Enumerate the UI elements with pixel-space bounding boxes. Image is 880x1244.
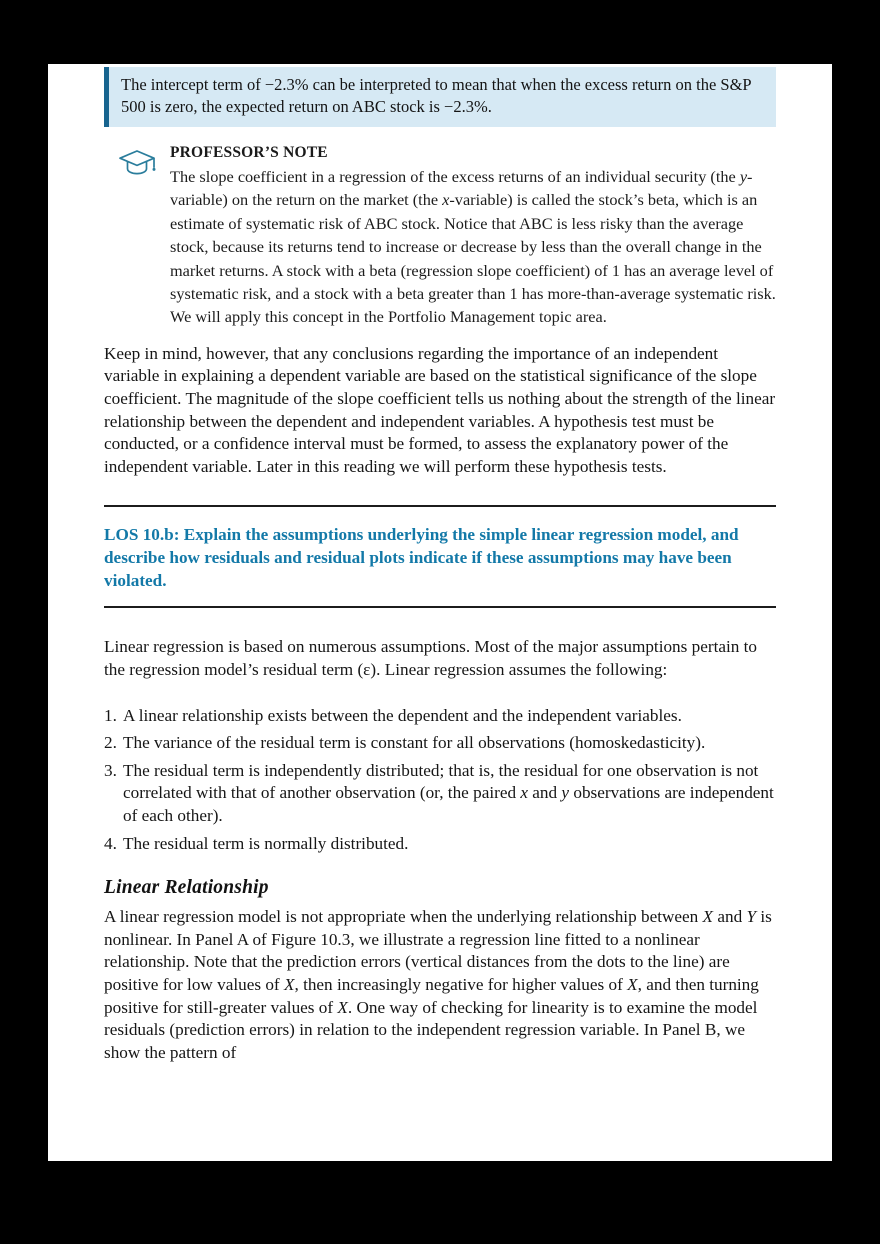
assumption-item-4: The residual term is normally distributed. bbox=[123, 833, 409, 853]
assumption-item-3: The residual term is independently distributed; that is, the residual for one observation is not correlated with that of another observation (or, the paired x and y observations are independent of each other). bbox=[123, 760, 774, 825]
graduation-cap-icon bbox=[104, 144, 170, 329]
document-page bbox=[48, 64, 832, 1161]
intercept-callout-box bbox=[104, 67, 776, 127]
professors-note-body bbox=[170, 144, 776, 329]
callout-text: The intercept term of −2.3% can be interpreted to mean that when the excess return on the S&P 500 is zero, the expected return on ABC stock is −2.3%. bbox=[121, 75, 751, 116]
paragraph-keep-in-mind: Keep in mind, however, that any conclusions regarding the importance of an independent variable in explaining a dependent variable are based on the statistical significance of the slope coefficient. The magnitude of the slope coefficient tells us nothing about the strength of the linear relationship between the dependent and independent variables. A hypothesis test must be conducted, or a confidence interval must be formed, to assess the explanatory power of the independent variable. Later in this reading we will perform these hypothesis tests. bbox=[104, 343, 776, 476]
divider-below-los bbox=[104, 606, 776, 608]
linear-relationship-heading: Linear Relationship bbox=[104, 877, 269, 899]
paragraph-linear-relationship: A linear regression model is not appropriate when the underlying relationship between X and Y is nonlinear. In Panel A of Figure 10.3, we illustrate a regression line fitted to a nonlinear relationship. Note that the prediction errors (vertical distances from the dots to the line) are positive for low values of X, then increasingly negative for higher values of X, and then turning positive for still-greater values of X. One way of checking for linearity is to examine the model residuals (prediction errors) in relation to the independent regression variable. In Panel B, we show the pattern of bbox=[104, 907, 772, 1062]
assumption-item-2: The variance of the residual term is constant for all observations (homoskedasticity). bbox=[123, 733, 706, 753]
professors-note-label: PROFESSOR’S NOTE bbox=[170, 144, 328, 161]
assumption-item-1: A linear relationship exists between the dependent and the independent variables. bbox=[123, 705, 682, 725]
paragraph-assumptions-intro: Linear regression is based on numerous assumptions. Most of the major assumptions pertain to the regression model’s residual term (ε). Linear regression assumes the following: bbox=[104, 637, 758, 679]
divider-above-los bbox=[104, 505, 776, 507]
professors-note bbox=[104, 144, 776, 329]
los-heading: LOS 10.b: Explain the assumptions underlying the simple linear regression model, and describe how residuals and residual plots indicate if these assumptions may have been violated. bbox=[104, 525, 739, 591]
professors-note-text: The slope coefficient in a regression of the excess returns of an individual security (the y-variable) on the return on the market (the x-variable) is called the stock’s beta, which is an estimate of systematic risk of ABC stock. Notice that ABC is less risky than the average stock, because its returns tend to increase or decrease by less than the overall change in the market returns. A stock with a beta (regression slope coefficient) of 1 has an average level of systematic risk, and a stock with a beta greater than 1 has more-than-average systematic risk. We will apply this concept in the Portfolio Management topic area. bbox=[170, 167, 776, 327]
assumptions-list bbox=[104, 705, 776, 856]
